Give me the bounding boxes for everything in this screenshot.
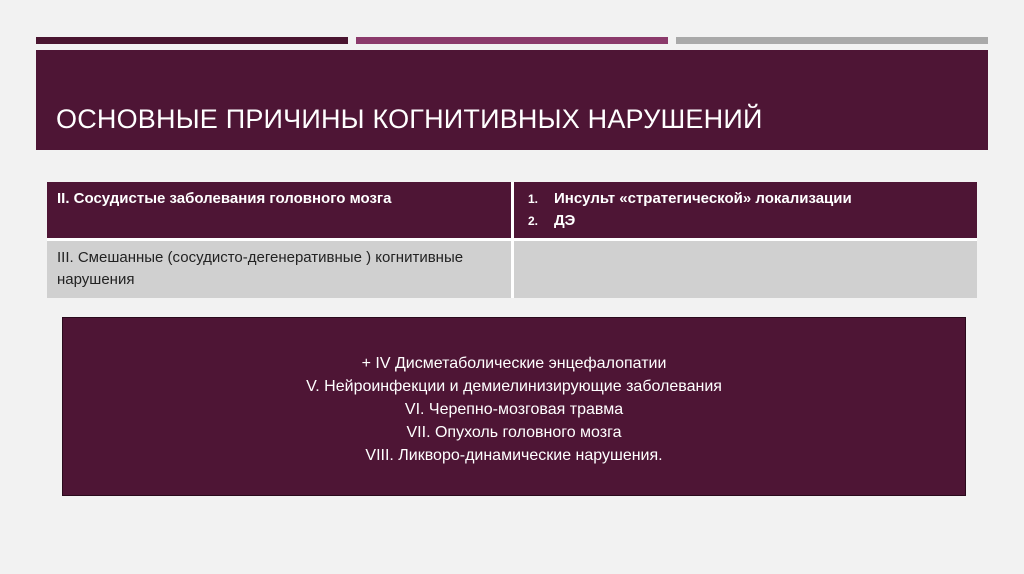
accent-bar-magenta (356, 37, 668, 44)
table-cell-vascular-items (513, 182, 978, 240)
cause-line: VII. Опухоль головного мозга (406, 424, 622, 441)
table-row (47, 240, 977, 299)
table-row (47, 182, 977, 240)
slide-title: ОСНОВНЫЕ ПРИЧИНЫ КОГНИТИВНЫХ НАРУШЕНИЙ (56, 104, 763, 134)
accent-bar-dark (36, 37, 348, 44)
table-cell-empty (513, 240, 978, 299)
numbered-list (524, 188, 967, 232)
list-number: 1. (528, 192, 539, 206)
accent-bar-gray (676, 37, 988, 44)
list-item (528, 188, 967, 210)
list-text: Инсульт «стратегической» локализации (554, 190, 852, 207)
table-cell-vascular: II. Сосудистые заболевания головного мозга (47, 182, 513, 240)
cause-line: VI. Черепно-мозговая травма (404, 401, 624, 418)
cause-line: VIII. Ликворо-динамические нарушения. (365, 447, 663, 464)
list-number: 2. (528, 214, 539, 228)
cause-line: V. Нейроинфекции и демиелинизирующие заболевания (306, 378, 722, 395)
causes-table (47, 182, 977, 298)
title-band (36, 50, 988, 150)
table-cell-mixed: III. Смешанные (сосудисто-дегенеративные ) когнитивные нарушения (47, 240, 513, 299)
other-causes-box (62, 317, 966, 496)
cause-line: + IV Дисметаболические энцефалопатии (361, 355, 667, 372)
list-text: ДЭ (554, 212, 576, 229)
list-item (528, 210, 967, 232)
